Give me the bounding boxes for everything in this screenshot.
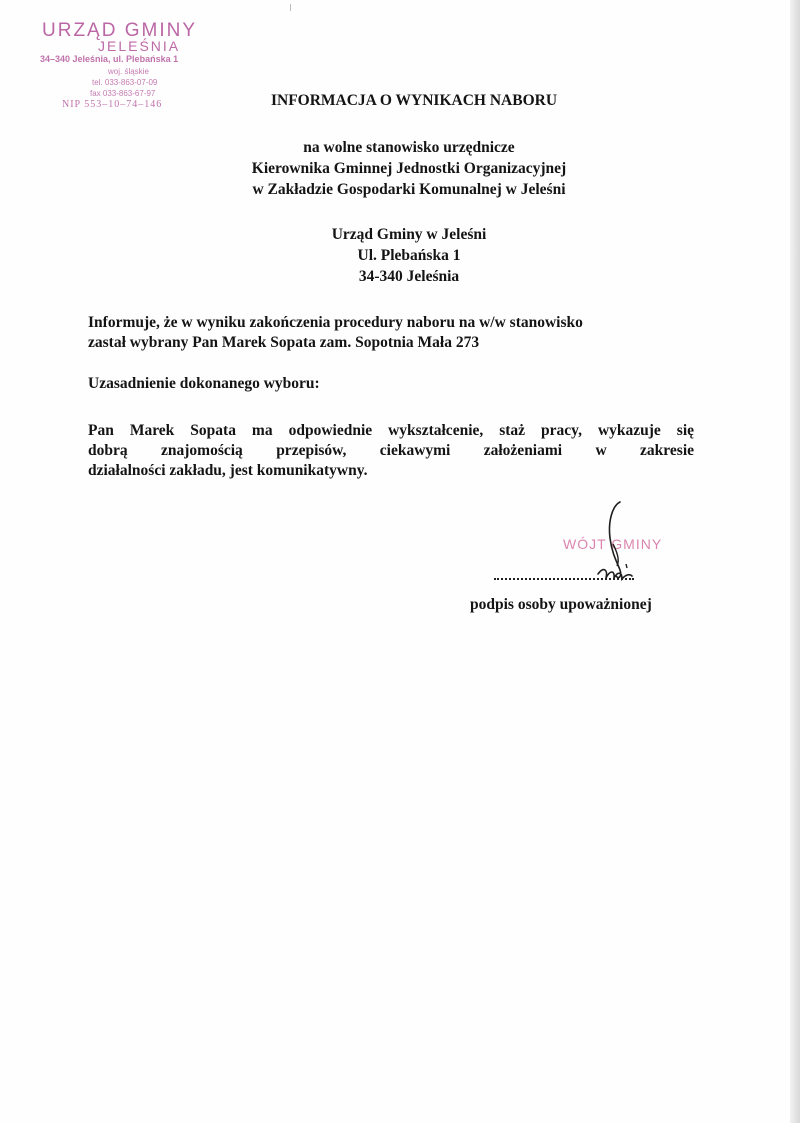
justification-heading: Uzasadnienie dokonanego wyboru: <box>88 375 320 392</box>
subtitle-line: na wolne stanowisko urzędnicze <box>303 139 515 156</box>
justification-paragraph <box>88 421 694 481</box>
office-address <box>0 224 800 287</box>
paragraph-line: Informuje, że w wyniku zakończenia procedury naboru na w/w stanowisko <box>88 314 583 331</box>
stamp-line-office: URZĄD GMINY <box>42 20 197 41</box>
address-line: 34-340 Jeleśnia <box>358 268 460 285</box>
signature-block <box>470 500 710 620</box>
signature-caption: podpis osoby upoważnionej <box>470 596 652 613</box>
address-line: Urząd Gminy w Jeleśni <box>331 226 487 243</box>
address-line: Ul. Plebańska 1 <box>357 247 461 264</box>
signature-dotted-line <box>494 577 634 580</box>
result-paragraph <box>88 313 694 353</box>
position-description <box>0 137 800 200</box>
paragraph-line: dobrą znajomością przepisów, ciekawymi założeniami w zakresie <box>88 442 694 459</box>
stamp-line-address: 34–340 Jeleśnia, ul. Plebańska 1 <box>40 54 179 64</box>
scan-speck <box>290 4 291 11</box>
paragraph-line: zastał wybrany Pan Marek Sopata zam. Sopotnia Mała 273 <box>88 334 480 351</box>
stamp-line-voivodeship: woj. śląskie <box>108 67 149 76</box>
subtitle-line: w Zakładzie Gospodarki Komunalnej w Jeleśni <box>252 181 566 198</box>
stamp-line-phone: tel. 033-863-07-09 <box>92 78 158 87</box>
subtitle-line: Kierownika Gminnej Jednostki Organizacyjnej <box>251 160 567 177</box>
stamp-line-fax: fax 033-863-67-97 <box>90 89 156 98</box>
paragraph-line: działalności zakładu, jest komunikatywny. <box>88 462 368 479</box>
stamp-line-nip: NIP 553–10–74–146 <box>62 99 163 110</box>
stamp-line-town: JELEŚNIA <box>98 38 181 54</box>
mayor-stamp: WÓJT GMINY <box>563 536 663 552</box>
handwritten-signature <box>470 500 710 600</box>
paragraph-line: Pan Marek Sopata ma odpowiednie wykształcenie, staż pracy, wykazuje się <box>88 422 694 439</box>
document-title: INFORMACJA O WYNIKACH NABORU <box>270 92 558 109</box>
